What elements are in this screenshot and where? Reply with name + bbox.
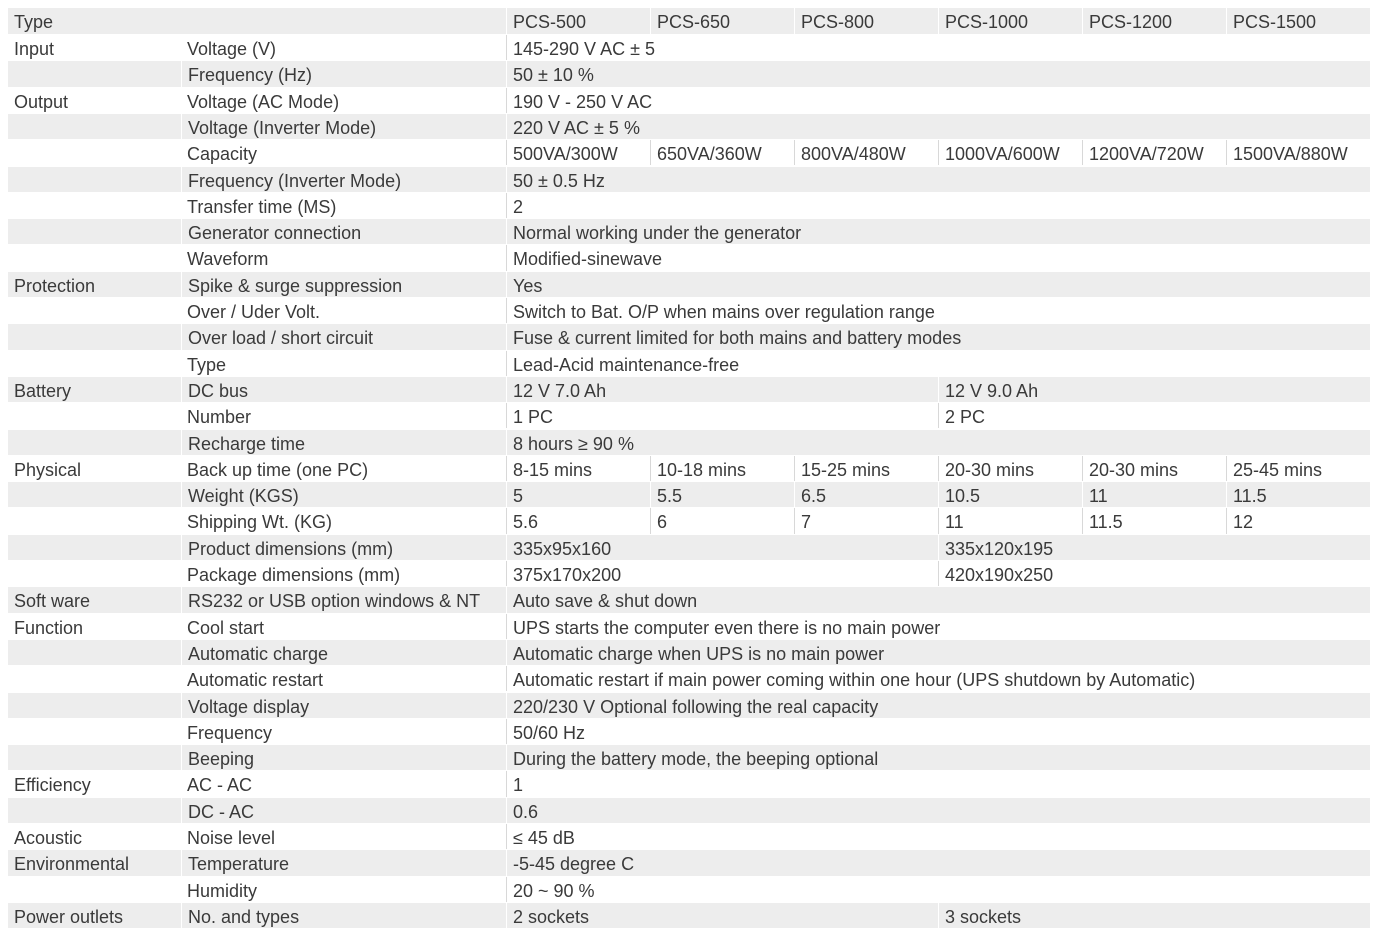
value-cell: 335x120x195 — [938, 535, 1370, 560]
spec-row — [8, 824, 1370, 850]
value-cell: 6.5 — [794, 482, 938, 507]
value-cell: UPS starts the computer even there is no main power — [506, 614, 1370, 639]
spec-row — [8, 535, 1370, 561]
value-cell: 11.5 — [1226, 482, 1370, 507]
value-cell: 6 — [650, 508, 794, 533]
value-cell: 1 PC — [506, 403, 938, 428]
spec-row — [8, 798, 1370, 824]
item-label: Recharge time — [181, 430, 506, 455]
category-label: Battery — [14, 380, 72, 401]
value-cell: 11 — [1082, 482, 1226, 507]
value-cell: -5-45 degree C — [506, 850, 1370, 875]
item-label: Voltage (AC Mode) — [187, 91, 340, 112]
value-cell: 800VA/480W — [794, 140, 938, 165]
spec-row — [8, 193, 1370, 219]
spec-row — [8, 456, 1370, 482]
item-label: Product dimensions (mm) — [181, 535, 506, 560]
category-label — [8, 167, 181, 192]
spec-row — [8, 61, 1370, 87]
category-label — [8, 798, 181, 823]
spec-row — [8, 614, 1370, 640]
category-label — [8, 351, 181, 376]
spec-row — [8, 482, 1370, 508]
item-label: Cool start — [187, 617, 265, 638]
category-label — [8, 508, 181, 533]
spec-row — [8, 693, 1370, 719]
item-label: Transfer time (MS) — [187, 196, 337, 217]
value-cell: Auto save & shut down — [506, 587, 1370, 612]
category-label — [8, 403, 181, 428]
value-cell: 8-15 mins — [506, 456, 650, 481]
spec-row — [8, 903, 1370, 929]
value-cell: 25-45 mins — [1226, 456, 1370, 481]
item-label: Voltage (Inverter Mode) — [181, 114, 506, 139]
value-cell: 12 V 9.0 Ah — [938, 377, 1370, 402]
value-cell: 1500VA/880W — [1226, 140, 1370, 165]
category-label: Power outlets — [14, 906, 124, 927]
spec-row — [8, 587, 1370, 613]
value-cell: Yes — [506, 272, 1370, 297]
item-label: Beeping — [181, 745, 506, 770]
value-cell: 50/60 Hz — [506, 719, 1370, 744]
value-cell: During the battery mode, the beeping optional — [506, 745, 1370, 770]
item-label: Frequency (Hz) — [181, 61, 506, 86]
value-cell: ≤ 45 dB — [506, 824, 1370, 849]
item-label: Automatic restart — [187, 670, 324, 691]
value-cell: Modified-sinewave — [506, 245, 1370, 270]
spec-row — [8, 771, 1370, 797]
spec-row — [8, 666, 1370, 692]
spec-row — [8, 850, 1370, 876]
category-label: Protection — [14, 275, 96, 296]
value-cell: 20-30 mins — [938, 456, 1082, 481]
value-cell: 11.5 — [1082, 508, 1226, 533]
value-cell: 335x95x160 — [506, 535, 938, 560]
category-label: Acoustic — [14, 828, 83, 848]
item-label: AC - AC — [187, 775, 253, 796]
item-label: RS232 or USB option windows & NT — [181, 587, 506, 612]
category-label — [8, 535, 181, 560]
spec-row — [8, 640, 1370, 666]
value-cell: 5.6 — [506, 508, 650, 533]
item-label: Voltage display — [181, 693, 506, 718]
value-cell: 220/230 V Optional following the real capacity — [506, 693, 1370, 718]
spec-row — [8, 245, 1370, 271]
header-row — [8, 8, 1370, 35]
category-label — [8, 561, 181, 586]
value-cell: 11 — [938, 508, 1082, 533]
value-cell: Lead-Acid maintenance-free — [506, 351, 1370, 376]
model-column-header: PCS-500 — [506, 8, 650, 34]
model-column-header: PCS-650 — [650, 8, 794, 34]
value-cell: 1200VA/720W — [1082, 140, 1226, 165]
category-label: Efficiency — [14, 775, 91, 796]
spec-row — [8, 430, 1370, 456]
spec-row — [8, 114, 1370, 140]
value-cell: 50 ± 10 % — [506, 61, 1370, 86]
category-label — [8, 114, 181, 139]
spec-row — [8, 219, 1370, 245]
item-label: Shipping Wt. (KG) — [187, 512, 333, 533]
spec-row — [8, 719, 1370, 745]
item-label: Noise level — [187, 828, 276, 848]
value-cell: 375x170x200 — [506, 561, 938, 586]
spec-row — [8, 877, 1370, 903]
category-label — [8, 245, 181, 270]
item-label: DC bus — [181, 377, 506, 402]
model-column-header: PCS-1500 — [1226, 8, 1370, 34]
value-cell: 5 — [506, 482, 650, 507]
item-label: Number — [187, 407, 252, 428]
header-type-label: Type — [14, 12, 54, 32]
item-label: DC - AC — [181, 798, 506, 823]
category-label — [8, 719, 181, 744]
value-cell: Fuse & current limited for both mains and battery modes — [506, 324, 1370, 349]
category-label: Environmental — [14, 854, 130, 875]
value-cell: 50 ± 0.5 Hz — [506, 167, 1370, 192]
value-cell: 2 PC — [938, 403, 1370, 428]
value-cell: 20-30 mins — [1082, 456, 1226, 481]
item-label: Temperature — [181, 850, 506, 875]
value-cell: 2 — [506, 193, 1370, 218]
item-label: Automatic charge — [181, 640, 506, 665]
category-label — [8, 61, 181, 86]
item-label: Waveform — [187, 249, 269, 270]
value-cell: Automatic charge when UPS is no main power — [506, 640, 1370, 665]
category-label: Physical — [14, 459, 82, 480]
model-column-header: PCS-1000 — [938, 8, 1082, 34]
spec-row — [8, 140, 1370, 166]
spec-row — [8, 272, 1370, 298]
value-cell: 12 — [1226, 508, 1370, 533]
value-cell: 0.6 — [506, 798, 1370, 823]
category-label — [8, 219, 181, 244]
value-cell: 7 — [794, 508, 938, 533]
spec-row — [8, 35, 1370, 61]
item-label: Voltage (V) — [187, 39, 277, 59]
item-label: Back up time (one PC) — [187, 459, 369, 480]
model-column-header: PCS-1200 — [1082, 8, 1226, 34]
value-cell: 10.5 — [938, 482, 1082, 507]
value-cell: 12 V 7.0 Ah — [506, 377, 938, 402]
value-cell: 650VA/360W — [650, 140, 794, 165]
value-cell: 1000VA/600W — [938, 140, 1082, 165]
item-label: Over load / short circuit — [181, 324, 506, 349]
category-label — [8, 640, 181, 665]
spec-row — [8, 167, 1370, 193]
category-label — [8, 324, 181, 349]
item-label: Capacity — [187, 144, 258, 165]
category-label: Function — [14, 617, 84, 638]
category-label: Soft ware — [14, 591, 91, 612]
value-cell: 145-290 V AC ± 5 — [506, 35, 1370, 60]
category-label — [8, 745, 181, 770]
spec-row — [8, 745, 1370, 771]
category-label: Input — [14, 39, 55, 59]
model-column-header: PCS-800 — [794, 8, 938, 34]
item-label: Generator connection — [181, 219, 506, 244]
value-cell: 8 hours ≥ 90 % — [506, 430, 1370, 455]
spec-row — [8, 403, 1370, 429]
category-label — [8, 877, 181, 902]
item-label: Humidity — [187, 880, 258, 901]
value-cell: 220 V AC ± 5 % — [506, 114, 1370, 139]
spec-row — [8, 324, 1370, 350]
item-label: No. and types — [181, 903, 506, 928]
spec-row — [8, 377, 1370, 403]
value-cell: 15-25 mins — [794, 456, 938, 481]
category-label — [8, 693, 181, 718]
spec-row — [8, 561, 1370, 587]
item-label: Frequency — [187, 722, 273, 743]
category-label — [8, 666, 181, 691]
item-label: Type — [187, 354, 227, 375]
item-label: Over / Uder Volt. — [187, 302, 321, 322]
spec-row — [8, 88, 1370, 114]
item-label: Package dimensions (mm) — [187, 565, 401, 585]
value-cell: Normal working under the generator — [506, 219, 1370, 244]
value-cell: 5.5 — [650, 482, 794, 507]
spec-row — [8, 298, 1370, 324]
value-cell: Automatic restart if main power coming within one hour (UPS shutdown by Automatic) — [506, 666, 1370, 691]
item-label: Weight (KGS) — [181, 482, 506, 507]
category-label — [8, 193, 181, 218]
category-label — [8, 140, 181, 165]
value-cell: Switch to Bat. O/P when mains over regulation range — [506, 298, 1370, 323]
value-cell: 3 sockets — [938, 903, 1370, 928]
spec-row — [8, 351, 1370, 377]
category-label — [8, 482, 181, 507]
value-cell: 420x190x250 — [938, 561, 1370, 586]
value-cell: 20 ~ 90 % — [506, 877, 1370, 902]
item-label: Spike & surge suppression — [181, 272, 506, 297]
category-label — [8, 298, 181, 323]
spec-row — [8, 508, 1370, 534]
value-cell: 2 sockets — [506, 903, 938, 928]
category-label: Output — [14, 91, 69, 112]
value-cell: 190 V - 250 V AC — [506, 88, 1370, 113]
value-cell: 10-18 mins — [650, 456, 794, 481]
category-label — [8, 430, 181, 455]
value-cell: 500VA/300W — [506, 140, 650, 165]
value-cell: 1 — [506, 771, 1370, 796]
item-label: Frequency (Inverter Mode) — [181, 167, 506, 192]
